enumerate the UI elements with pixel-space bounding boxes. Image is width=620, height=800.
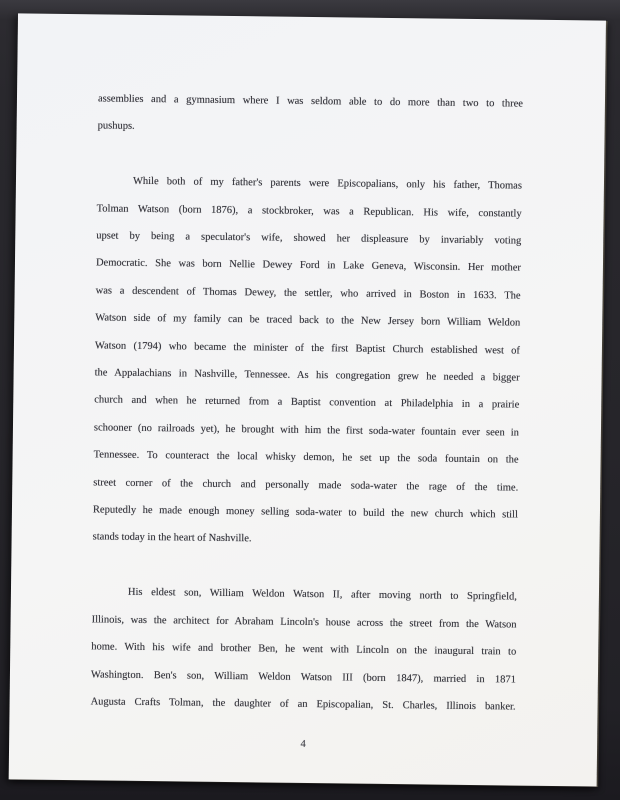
text-line: schooner (no railroads yet), he brought with him the first soda-water fountain ever seen in [93, 422, 520, 439]
paragraph-eldest-son [90, 579, 517, 721]
text-line: Tennessee. To counteract the local whisky demon, he set up the soda fountain on the [93, 449, 519, 466]
paragraph-family-history [92, 168, 522, 557]
text-line: While both of my father's parents were Episcopalians, only his father, Thomas [132, 176, 523, 192]
text-line: assemblies and a gymnasium where I was seldom able to do more than two to three [97, 93, 524, 110]
text-line: pushups. [97, 120, 135, 133]
text-line: Illinois, was the architect for Abraham Lincoln's house across the street from the Watson [91, 614, 517, 631]
text-line: Reputedly he made enough money selling soda-water to build the new church which still [92, 504, 518, 521]
document-page [9, 13, 606, 786]
text-line: Tolman Watson (born 1876), a stockbroker, was a Republican. His wife, constantly [96, 202, 522, 220]
text-line: street corner of the church and personally made soda-water the rage of the time. [93, 477, 519, 494]
page-number: 4 [300, 738, 306, 750]
paragraph-continuation [97, 85, 523, 145]
text-line: church and when he returned from a Baptist convention at Philadelphia in a prairie [94, 394, 520, 412]
text-line: stands today in the heart of Nashville. [92, 531, 252, 545]
text-line: Augusta Crafts Tolman, the daughter of an Episcopalian, St. Charles, Illinois banker. [90, 696, 516, 713]
text-line: home. With his wife and brother Ben, he went with Lincoln on the inaugural train to [91, 641, 517, 658]
page-body-text [90, 85, 523, 720]
text-line: Washington. Ben's son, William Weldon Watson III (born 1847), married in 1871 [90, 668, 516, 686]
text-line: Watson (1794) who became the minister of the first Baptist Church established west of [94, 340, 521, 357]
text-line: Democratic. She was born Nellie Dewey Ford in Lake Geneva, Wisconsin. Her mother [95, 257, 522, 274]
text-line: His eldest son, William Weldon Watson II, after moving north to Springfield, [127, 587, 517, 603]
text-line: was a descendent of Thomas Dewey, the settler, who arrived in Boston in 1633. The [95, 285, 521, 302]
text-line: upset by being a speculator's wife, showed her displeasure by invariably voting [96, 230, 522, 247]
text-line: the Appalachians in Nashville, Tennessee. As his congregation grew he needed a bigger [94, 367, 520, 384]
text-line: Watson side of my family can be traced back to the New Jersey born William Weldon [95, 312, 521, 329]
